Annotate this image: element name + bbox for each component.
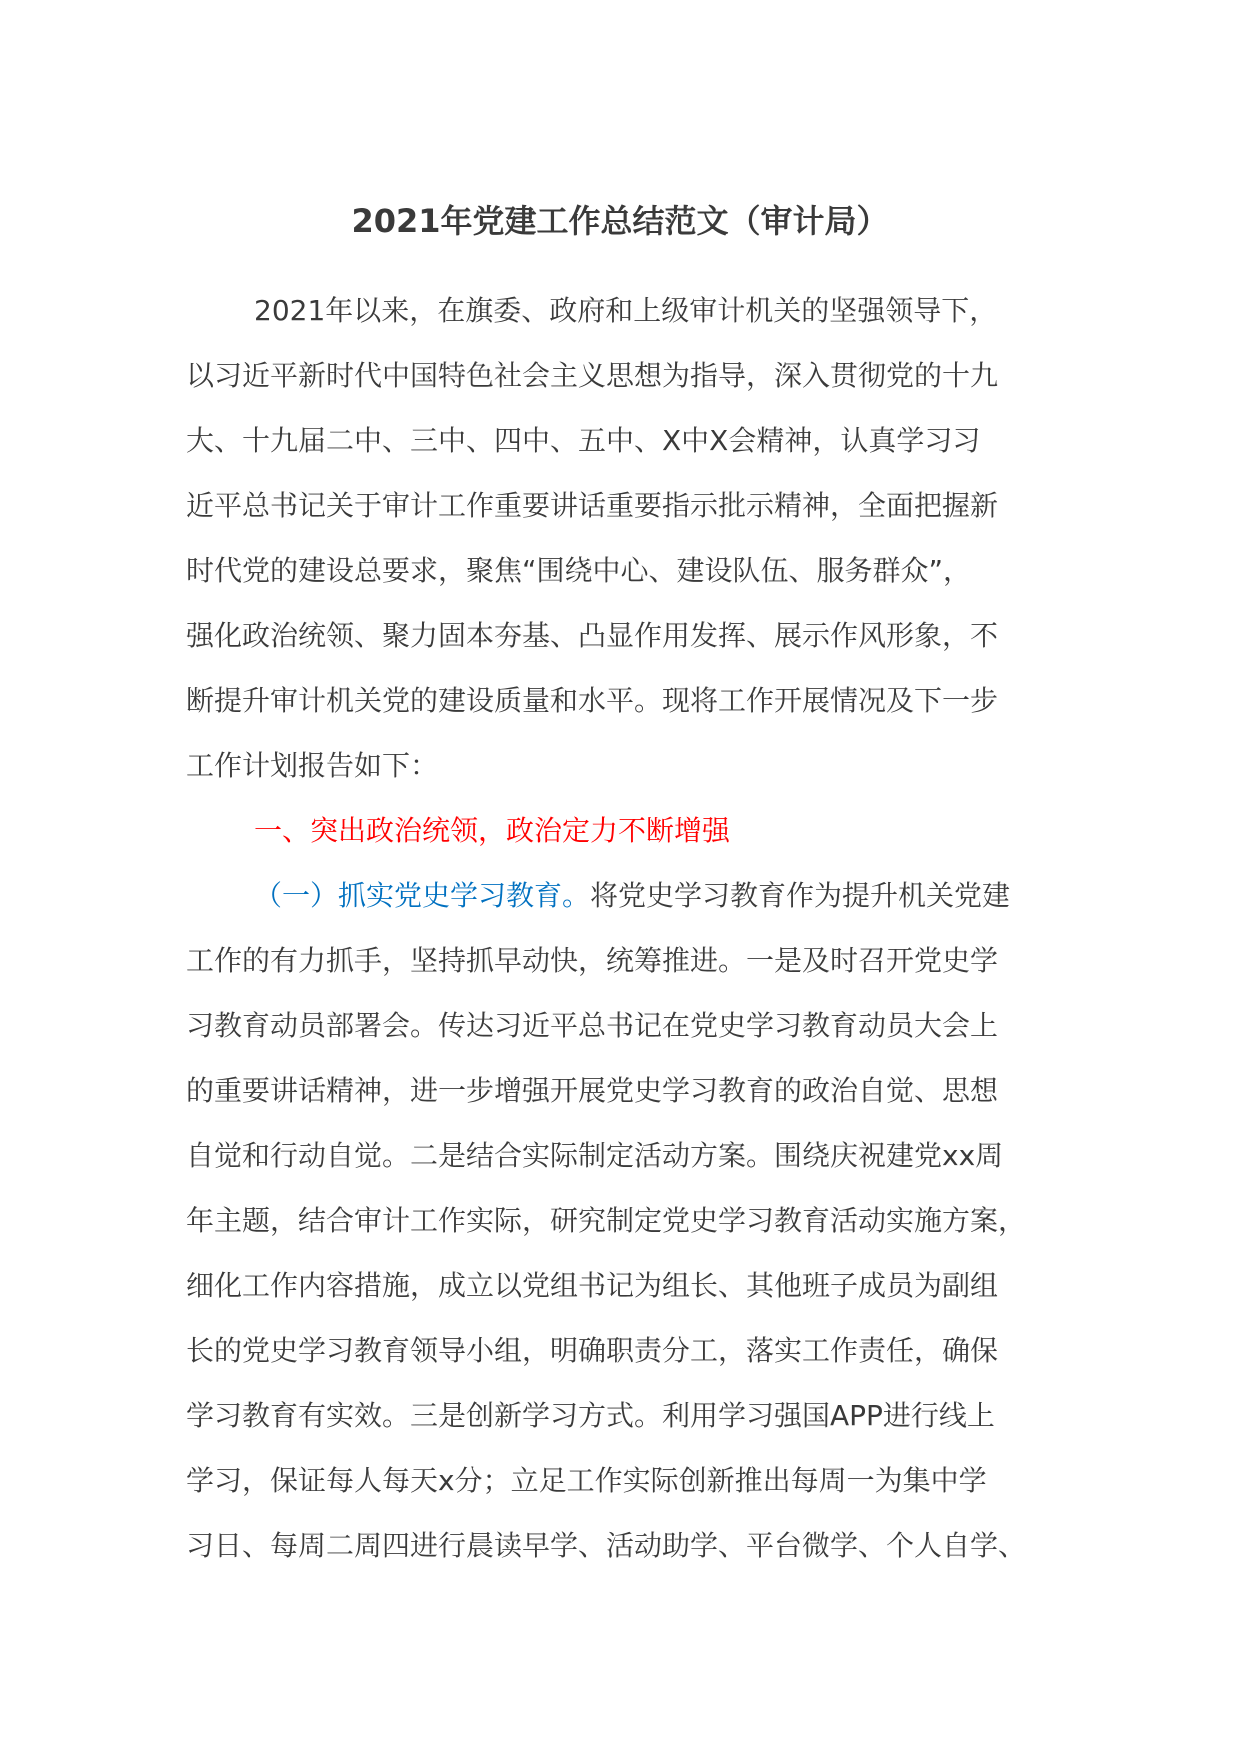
subsection-heading: （一）抓实党史学习教育。: [254, 879, 591, 912]
section-heading: 一、突出政治统领，政治定力不断增强: [254, 814, 731, 847]
paragraph-line: 年主题，结合审计工作实际，研究制定党史学习教育活动实施方案，: [186, 1204, 1027, 1237]
paragraph-line: 强化政治统领、聚力固本夯基、凸显作用发挥、展示作风形象，不: [186, 619, 999, 652]
paragraph-line: 近平总书记关于审计工作重要讲话重要指示批示精神，全面把握新: [186, 489, 999, 522]
document-title: 2021年党建工作总结范文（审计局）: [351, 202, 889, 240]
paragraph-line: 自觉和行动自觉。二是结合实际制定活动方案。围绕庆祝建党xx周: [186, 1139, 1004, 1172]
paragraph-line: 断提升审计机关党的建设质量和水平。现将工作开展情况及下一步: [186, 684, 999, 717]
paragraph-line: 长的党史学习教育领导小组，明确职责分工，落实工作责任，确保: [186, 1334, 999, 1367]
paragraph-line: 的重要讲话精神，进一步增强开展党史学习教育的政治自觉、思想: [186, 1074, 999, 1107]
paragraph-line: 学习教育有实效。三是创新学习方式。利用学习强国APP进行线上: [186, 1399, 995, 1432]
paragraph-line: 习日、每周二周四进行晨读早学、活动助学、平台微学、个人自学、: [186, 1529, 1027, 1562]
paragraph-line-rest: 将党史学习教育作为提升机关党建: [590, 879, 1011, 912]
paragraph-line: 细化工作内容措施，成立以党组书记为组长、其他班子成员为副组: [186, 1269, 999, 1302]
paragraph-line: 工作计划报告如下：: [186, 749, 439, 782]
paragraph-line: 工作的有力抓手，坚持抓早动快，统筹推进。一是及时召开党史学: [186, 944, 999, 977]
paragraph-line: 以习近平新时代中国特色社会主义思想为指导，深入贯彻党的十九: [186, 359, 999, 392]
paragraph-line: 习教育动员部署会。传达习近平总书记在党史学习教育动员大会上: [186, 1009, 999, 1042]
paragraph-line: 时代党的建设总要求，聚焦“围绕中心、建设队伍、服务群众”，: [186, 554, 972, 587]
paragraph-line: 大、十九届二中、三中、四中、五中、X中X会精神，认真学习习: [186, 424, 981, 457]
paragraph-line: 学习，保证每人每天x分；立足工作实际创新推出每周一为集中学: [186, 1464, 987, 1497]
paragraph-line: 2021年以来，在旗委、政府和上级审计机关的坚强领导下，: [254, 294, 998, 327]
subsection-first-line: [186, 868, 1066, 933]
document-body: [186, 283, 1066, 1583]
